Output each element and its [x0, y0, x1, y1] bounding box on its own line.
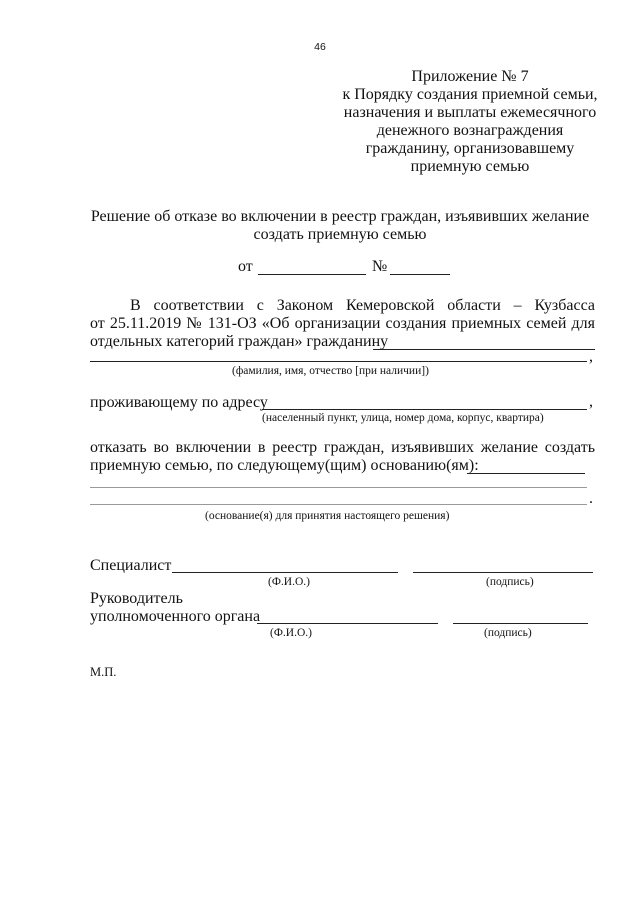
title-line: создать приемную семью [253, 226, 427, 243]
citizen-name-field-2[interactable] [90, 361, 587, 362]
stamp-label: М.П. [90, 665, 117, 679]
citizen-name-caption: (фамилия, имя, отчество [при наличии]) [232, 365, 429, 377]
paragraph-line: отдельных категорий граждан» гражданину [90, 333, 389, 350]
paragraph-line: В соответствии с Законом Кемеровской области – Кузбасса [130, 297, 595, 314]
appendix-line: денежного вознаграждения [376, 122, 564, 139]
paragraph-line: от 25.11.2019 № 131-ОЗ «Об организации создания приемных семей для [90, 315, 595, 332]
head-label: Руководитель [90, 590, 183, 607]
signature-caption: (подпись) [484, 627, 532, 639]
fio-caption: (Ф.И.О.) [268, 576, 310, 588]
date-field[interactable] [258, 274, 366, 275]
comma: , [589, 393, 593, 410]
citizen-name-field-1[interactable] [373, 349, 595, 350]
page-number: 46 [314, 41, 326, 53]
signature-caption: (подпись) [486, 576, 534, 588]
appendix-line: приемную семью [410, 158, 530, 175]
appendix-line: гражданину, организовавшему [365, 140, 575, 157]
address-field[interactable] [262, 409, 587, 410]
reason-field-3[interactable] [90, 504, 587, 505]
address-caption: (населенный пункт, улица, номер дома, корпус, квартира) [262, 412, 544, 424]
refusal-line: приемную семью, по следующему(щим) основанию(ям): [90, 457, 479, 474]
period: . [589, 490, 593, 507]
appendix-line: к Порядку создания приемной семьи, [342, 86, 598, 103]
comma: , [589, 348, 593, 365]
from-label: от [238, 258, 253, 275]
specialist-fio-field[interactable] [172, 572, 398, 573]
appendix-line: назначения и выплаты ежемесячного [343, 104, 597, 121]
reason-caption: (основание(я) для принятия настоящего решения) [205, 510, 450, 522]
address-label: проживающему по адресу [90, 394, 268, 411]
reason-field-2[interactable] [90, 487, 587, 488]
specialist-signature-field[interactable] [413, 572, 593, 573]
specialist-label: Специалист [90, 557, 172, 574]
title-line: Решение об отказе во включении в реестр граждан, изъявивших желание [90, 208, 590, 225]
appendix-line: Приложение № 7 [411, 68, 529, 85]
head-label: уполномоченного органа [90, 608, 261, 625]
refusal-line: отказать во включении в реестр граждан, изъявивших желание создать [90, 439, 595, 456]
number-label: № [372, 258, 388, 275]
number-field[interactable] [390, 274, 450, 275]
fio-caption: (Ф.И.О.) [270, 627, 312, 639]
reason-field-1[interactable] [467, 473, 585, 474]
head-fio-field[interactable] [257, 623, 438, 624]
head-signature-field[interactable] [453, 623, 588, 624]
